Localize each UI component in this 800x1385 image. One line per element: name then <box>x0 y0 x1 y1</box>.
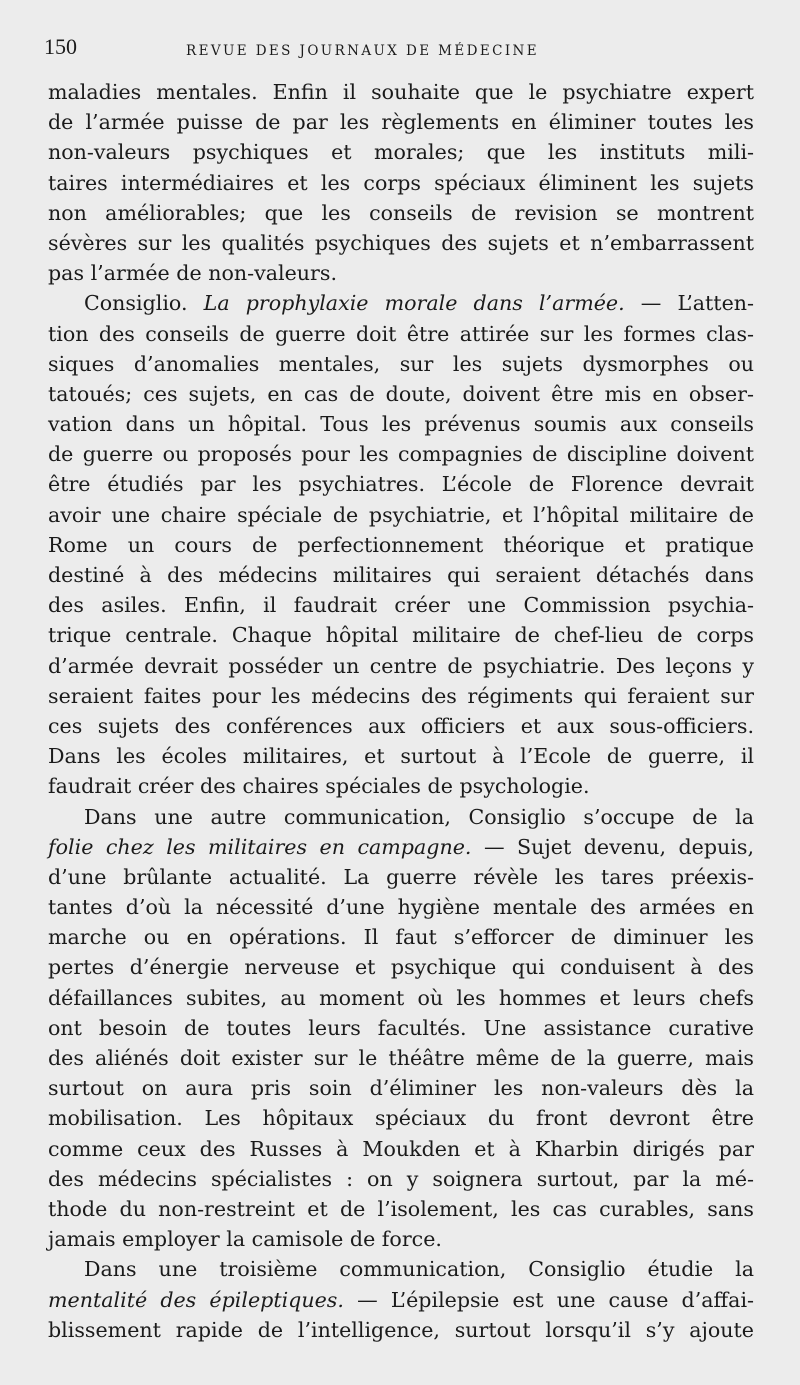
text-run: seraient faites pour les médecins des régiments qui feraient sur <box>48 683 754 708</box>
text-line <box>48 1164 754 1194</box>
text-run: des aliénés doit exister sur le théâtre même de la guerre, mais <box>48 1046 754 1070</box>
text-run: pertes d’énergie nerveuse et psychique qui conduisent à des <box>48 955 754 980</box>
text-run: destiné à des médecins militaires qui seraient détachés dans <box>48 563 754 587</box>
text-line <box>48 590 754 620</box>
running-title: REVUE DES JOURNAUX DE MÉDECINE <box>186 43 540 59</box>
text-run: d’une brûlante actualité. La guerre révèle les tares préexis- <box>48 864 754 889</box>
text-run: d’armée devrait posséder un centre de psychiatrie. Des leçons y <box>48 653 754 678</box>
text-line <box>48 1134 754 1164</box>
text-line <box>48 469 754 499</box>
text-run: des médecins spécialistes : on y soignera surtout, par la mé- <box>48 1166 754 1191</box>
text-run: Consiglio. <box>84 291 204 316</box>
text-line <box>48 349 754 379</box>
text-run: non améliorables; que les conseils de revision se montrent <box>48 200 754 225</box>
text-run: faudrait créer des chaires spéciales de psychologie. <box>48 774 590 799</box>
text-run: tantes d’où la nécessité d’une hygiène mentale des armées en <box>48 895 754 920</box>
text-line <box>48 379 754 409</box>
text-line <box>48 771 754 801</box>
text-run: mobilisation. Les hôpitaux spéciaux du front devront être <box>48 1106 754 1131</box>
text-run: jamais employer la camisole de force. <box>48 1227 442 1252</box>
text-run: de guerre ou proposés pour les compagnies de discipline doivent <box>48 442 754 467</box>
text-line <box>48 651 754 681</box>
italic-title: folie chez les militaires en campagne. <box>48 834 472 859</box>
text-line <box>48 1285 754 1315</box>
text-run: blissement rapide de l’intelligence, surtout lorsqu’il s’y ajoute <box>48 1317 754 1342</box>
text-run: de l’armée puisse de par les règlements en éliminer toutes les <box>48 110 754 135</box>
text-line <box>48 77 754 107</box>
text-line <box>48 258 754 288</box>
text-run: non-valeurs psychiques et morales; que les instituts mili- <box>48 140 754 165</box>
text-line <box>48 168 754 198</box>
page-number: 150 <box>44 34 77 59</box>
text-run: Dans une autre communication, Consiglio s’occupe de la <box>84 804 754 829</box>
text-line <box>48 1043 754 1073</box>
text-run: pas l’armée de non-valeurs. <box>48 261 337 286</box>
text-line <box>48 741 754 771</box>
text-run: thode du non-restreint et de l’isolement, les cas curables, sans <box>48 1196 754 1221</box>
text-run: Dans une troisième communication, Consiglio étudie la <box>84 1257 754 1282</box>
text-line <box>48 681 754 711</box>
body-text <box>48 77 754 1345</box>
text-run: vation dans un hôpital. Tous les prévenus soumis aux conseils <box>48 412 754 437</box>
italic-title: La prophylaxie morale dans l’armée. <box>203 291 625 316</box>
italic-title: mentalité des épileptiques. <box>48 1287 344 1312</box>
text-line <box>48 530 754 560</box>
text-run: siques d’anomalies mentales, sur les sujets dysmorphes ou <box>48 351 754 376</box>
text-line <box>48 107 754 137</box>
text-run: taires intermédiaires et les corps spéciaux éliminent les sujets <box>48 170 754 195</box>
text-line <box>48 892 754 922</box>
text-line <box>48 1254 754 1284</box>
text-run: tatoués; ces sujets, en cas de doute, doivent être mis en obser- <box>48 381 754 406</box>
text-line <box>48 802 754 832</box>
text-line <box>48 1224 754 1254</box>
text-run: — L’atten- <box>624 291 754 316</box>
text-line <box>48 137 754 167</box>
text-line <box>48 832 754 862</box>
text-run: Rome un cours de perfectionnement théorique et pratique <box>48 532 754 557</box>
text-run: — L’épilepsie est une cause d’affai- <box>343 1287 754 1312</box>
text-run: surtout on aura pris soin d’éliminer les non-valeurs dès la <box>48 1076 754 1101</box>
text-run: ces sujets des conférences aux officiers et aux sous-officiers. <box>48 713 754 738</box>
text-run: des asiles. Enfin, il faudrait créer une Commission psychia- <box>48 593 754 618</box>
text-line <box>48 198 754 228</box>
text-line <box>48 952 754 982</box>
text-line <box>48 1315 754 1345</box>
text-line <box>48 922 754 952</box>
text-line <box>48 409 754 439</box>
text-run: tion des conseils de guerre doit être attirée sur les formes clas- <box>48 321 754 346</box>
text-line <box>48 228 754 258</box>
text-run: Dans les écoles militaires, et surtout à l’Ecole de guerre, il <box>48 744 754 769</box>
running-head <box>44 34 764 64</box>
text-line <box>48 1073 754 1103</box>
text-run: ont besoin de toutes leurs facultés. Une assistance curative <box>48 1015 754 1040</box>
text-run: défaillances subites, au moment où les hommes et leurs chefs <box>48 985 754 1010</box>
text-run: trique centrale. Chaque hôpital militaire de chef-lieu de corps <box>48 623 754 648</box>
text-run: maladies mentales. Enfin il souhaite que le psychiatre expert <box>48 80 754 104</box>
text-run: marche ou en opérations. Il faut s’efforcer de diminuer les <box>48 925 754 950</box>
text-line <box>48 1103 754 1133</box>
text-line <box>48 862 754 892</box>
text-line <box>48 439 754 469</box>
text-line <box>48 711 754 741</box>
text-line <box>48 560 754 590</box>
text-run: être étudiés par les psychiatres. L’école de Florence devrait <box>48 472 754 497</box>
text-line <box>48 319 754 349</box>
text-line <box>48 1194 754 1224</box>
text-run: comme ceux des Russes à Moukden et à Kharbin dirigés par <box>48 1136 754 1161</box>
text-line <box>48 983 754 1013</box>
text-line <box>48 1013 754 1043</box>
text-run: avoir une chaire spéciale de psychiatrie, et l’hôpital militaire de <box>48 502 754 527</box>
text-run: sévères sur les qualités psychiques des sujets et n’embarrassent <box>48 230 754 255</box>
text-line <box>48 620 754 650</box>
text-line <box>48 500 754 530</box>
text-run: — Sujet devenu, depuis, <box>471 834 754 859</box>
text-line <box>48 288 754 318</box>
